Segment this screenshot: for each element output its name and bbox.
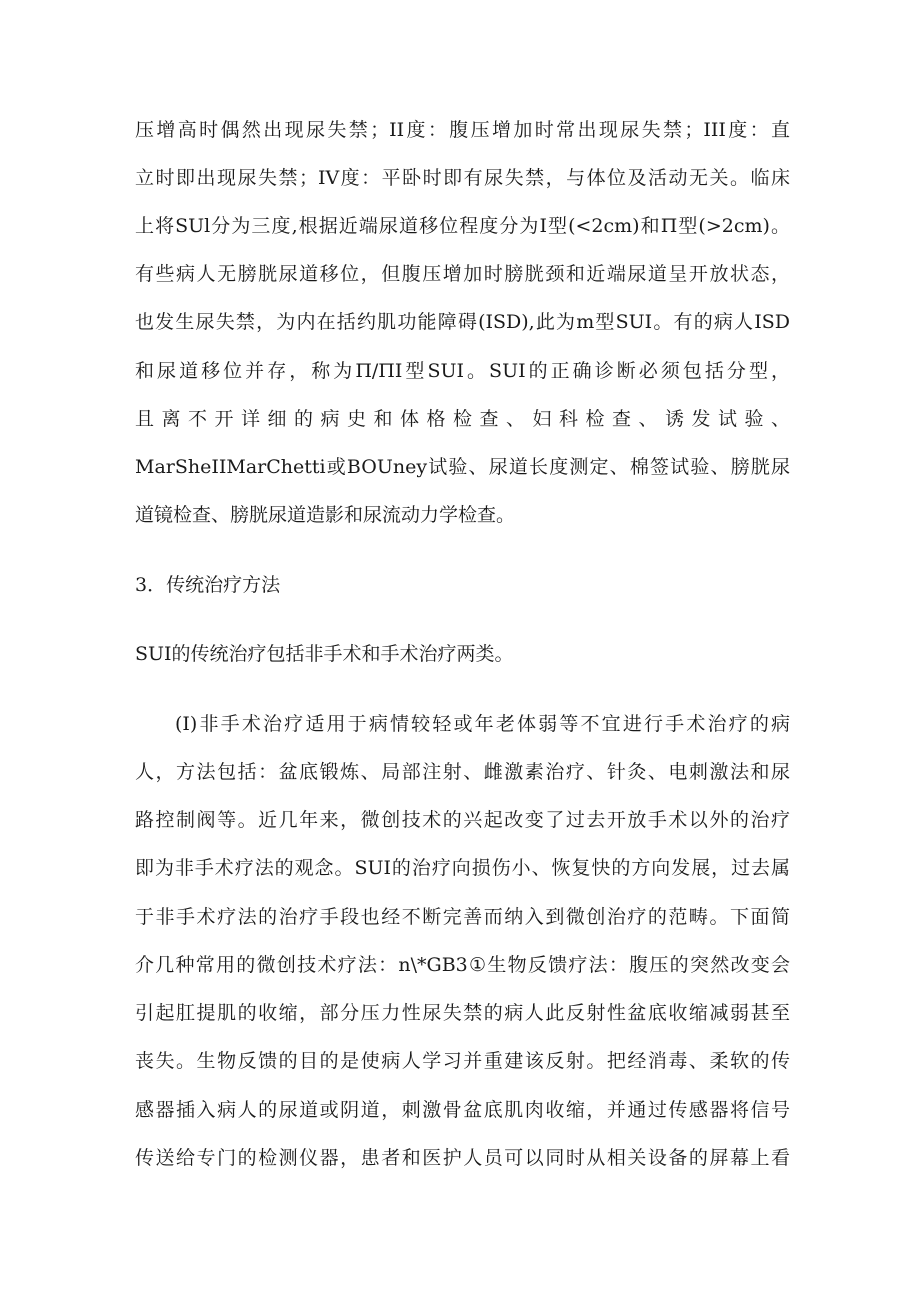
text-line: 路控制阀等。近几年来，微创技术的兴起改变了过去开放手术以外的治疗: [135, 809, 790, 831]
text-line: 即为非手术疗法的观念。SUI的治疗向损伤小、恢复快的方向发展，过去属: [135, 857, 790, 879]
text-line: 压增高时偶然出现尿失禁；II度：腹压增加时常出现尿失禁；III度：直: [135, 119, 790, 141]
paragraph-intro: SUI的传统治疗包括非手术和手术治疗两类。: [135, 643, 514, 665]
text-line: (I)非手术治疗适用于病情较轻或年老体弱等不宜进行手术治疗的病: [175, 713, 790, 735]
text-line: MarSheIIMarChetti或BOUney试验、尿道长度测定、棉签试验、膀胱尿: [135, 456, 790, 478]
section-heading: 3．传统治疗方法: [135, 574, 281, 596]
text-line: 介几种常用的微创技术疗法：n\*GB3①生物反馈疗法：腹压的突然改变会: [135, 954, 790, 976]
text-line: 和尿道移位并存，称为Π/ΠI型SUI。SUI的正确诊断必须包括分型，: [135, 360, 790, 382]
text-line: 于非手术疗法的治疗手段也经不断完善而纳入到微创治疗的范畴。下面简: [135, 906, 790, 928]
text-line: 也发生尿失禁，为内在括约肌功能障碍(ISD),此为m型SUI。有的病人ISD: [135, 311, 790, 333]
text-line: 有些病人无膀胱尿道移位，但腹压增加时膀胱颈和近端尿道呈开放状态，: [135, 263, 790, 285]
text-line: 上将SUl分为三度,根据近端尿道移位程度分为I型(<2cm)和Π型(>2cm)。: [135, 215, 790, 237]
text-line: 丧失。生物反馈的目的是使病人学习并重建该反射。把经消毒、柔软的传: [135, 1050, 790, 1072]
text-line: 传送给专门的检测仪器，患者和医护人员可以同时从相关设备的屏幕上看: [135, 1147, 790, 1169]
text-line: 立时即出现尿失禁；IV度：平卧时即有尿失禁，与体位及活动无关。临床: [135, 167, 790, 189]
text-line: 道镜检查、膀胱尿道造影和尿流动力学检查。: [135, 504, 516, 526]
text-line: 人，方法包括：盆底锻炼、局部注射、雌激素治疗、针灸、电刺激法和尿: [135, 761, 790, 783]
text-line: 引起肛提肌的收缩，部分压力性尿失禁的病人此反射性盆底收缩减弱甚至: [135, 1002, 790, 1024]
text-line: 感器插入病人的尿道或阴道，刺激骨盆底肌肉收缩，并通过传感器将信号: [135, 1099, 790, 1121]
text-line: 且离不开详细的病史和体格检查、妇科检查、诱发试验、: [135, 408, 790, 430]
